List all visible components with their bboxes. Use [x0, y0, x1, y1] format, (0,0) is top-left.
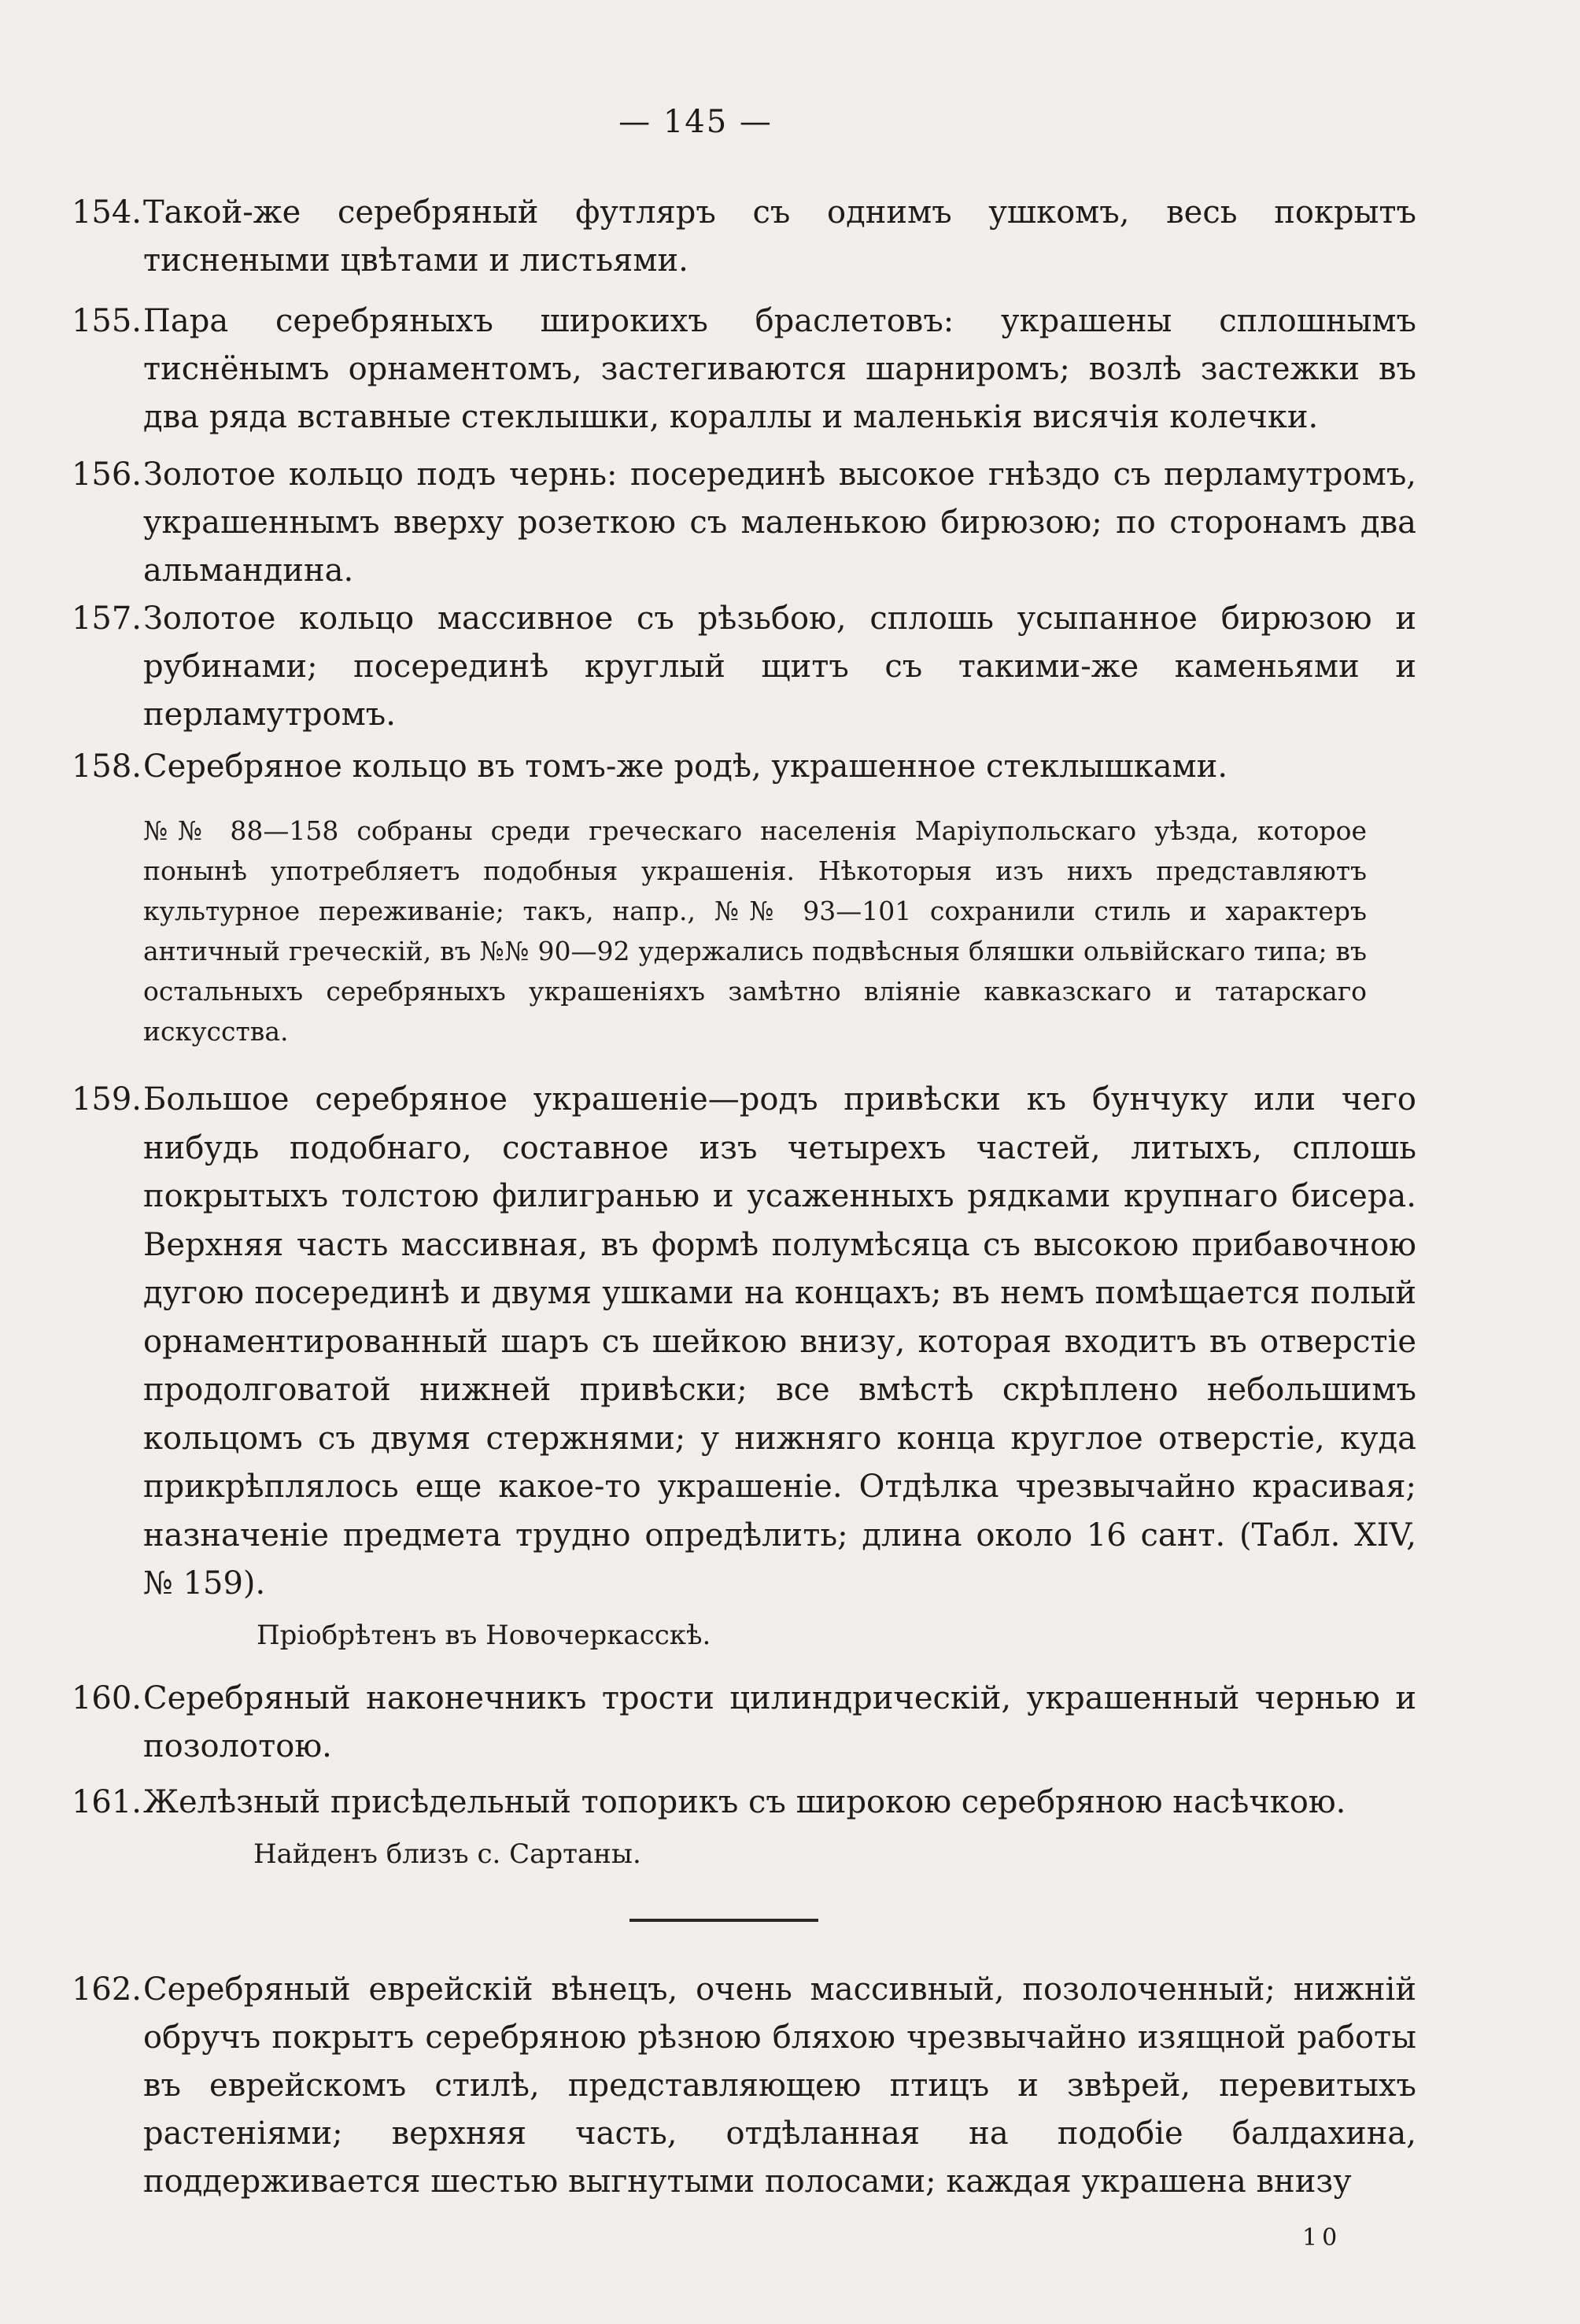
section-divider	[629, 1919, 818, 1922]
entry-text: Золотое кольцо массивное съ рѣзьбою, сплошь усыпанное бирюзою и рубинами; посерединѣ круглый щитъ съ такими-же каменьями и перламутромъ.	[143, 600, 1416, 733]
catalog-entry-156	[47, 451, 1416, 595]
catalog-entry-159	[47, 1076, 1416, 1609]
provenance-note: Пріобрѣтенъ въ Новочеркасскѣ.	[257, 1620, 711, 1651]
entry-number: 160.	[71, 1680, 142, 1716]
catalog-entry-155	[47, 297, 1416, 442]
entry-text: Пара серебряныхъ широкихъ браслетовъ: украшены сплошнымъ тиснёнымъ орнаментомъ, застегиваются шарниромъ; возлѣ застежки въ два ряда вставные стеклышки, кораллы и маленькія висячія колечки.	[143, 303, 1416, 435]
entry-number: 157.	[71, 600, 142, 637]
catalog-entry-161	[47, 1779, 1416, 1827]
catalog-entry-154	[47, 189, 1416, 285]
entry-number: 158.	[71, 748, 142, 785]
entry-text: Серебряный еврейскій вѣнецъ, очень массивный, позолоченный; нижній обручъ покрытъ серебряною рѣзною бляхою чрезвычайно изящной работы въ еврейскомъ стилѣ, представляющею птицъ и звѣрей, перевитыхъ растеніями; верхняя часть, отдѣланная на подобіе балдахина, поддерживается шестью выгнутыми полосами; каждая украшена внизу	[143, 1971, 1416, 2200]
findspot-note: Найденъ близъ с. Сартаны.	[253, 1838, 641, 1870]
entry-number: 156.	[71, 456, 142, 493]
entry-text: Серебряный наконечникъ трости цилиндрическій, украшенный чернью и позолотою.	[143, 1680, 1416, 1764]
entry-number: 154.	[71, 194, 142, 231]
entry-text: Желѣзный присѣдельный топорикъ съ широкою серебряною насѣчкою.	[143, 1784, 1346, 1820]
page-number: — 145 —	[618, 104, 773, 140]
entry-number: 162.	[71, 1971, 142, 2008]
signature-mark: 10	[1302, 2224, 1342, 2252]
entry-number: 155.	[71, 303, 142, 339]
catalog-entry-162	[47, 1966, 1416, 2206]
entry-number: 161.	[71, 1784, 142, 1820]
entry-text: Серебряное кольцо въ томъ-же родѣ, украшенное стеклышками.	[143, 748, 1228, 785]
collection-note: №№ 88—158 собраны среди греческаго населенія Маріупольскаго уѣзда, которое понынѣ употребляетъ подобныя украшенія. Нѣкоторыя изъ нихъ представляютъ культурное переживаніе; такъ, напр., №№ 93—101 сохранили стиль и характеръ античный греческій, въ №№ 90—92 удержались подвѣсныя бляшки ольвійскаго типа; въ остальныхъ серебряныхъ украшеніяхъ замѣтно вліяніе кавказскаго и татарскаго искусства.	[143, 815, 1367, 1047]
catalog-entry-160	[47, 1675, 1416, 1771]
catalog-entry-157	[47, 595, 1416, 739]
entry-text: Золотое кольцо подъ чернь: посерединѣ высокое гнѣздо съ перламутромъ, украшеннымъ вверху розеткою съ маленькою бирюзою; по сторонамъ два альмандина.	[143, 456, 1416, 589]
entry-text: Такой-же серебряный футляръ съ однимъ ушкомъ, весь покрытъ тиснеными цвѣтами и листьями.	[143, 194, 1416, 279]
entry-text: Большое серебряное украшеніе—родъ привѣски къ бунчуку или чего нибудь подобнаго, составное изъ четырехъ частей, литыхъ, сплошь покрытыхъ толстою филигранью и усаженныхъ рядками крупнаго бисера. Верхняя часть массивная, въ формѣ полумѣсяца съ высокою прибавочною дугою посерединѣ и двумя ушками на концахъ; въ немъ помѣщается полый орнаментированный шаръ съ шейкою внизу, которая входитъ въ отверстіе продолговатой нижней привѣски; все вмѣстѣ скрѣплено небольшимъ кольцомъ съ двумя стержнями; у нижняго конца круглое отверстіе, куда прикрѣплялось еще какое-то украшеніе. Отдѣлка чрезвычайно красивая; назначеніе предмета трудно опредѣлить; длина около 16 сант. (Табл. XIV, № 159).	[143, 1081, 1416, 1602]
entry-number: 159.	[71, 1081, 142, 1118]
catalog-entry-158	[47, 743, 1416, 791]
